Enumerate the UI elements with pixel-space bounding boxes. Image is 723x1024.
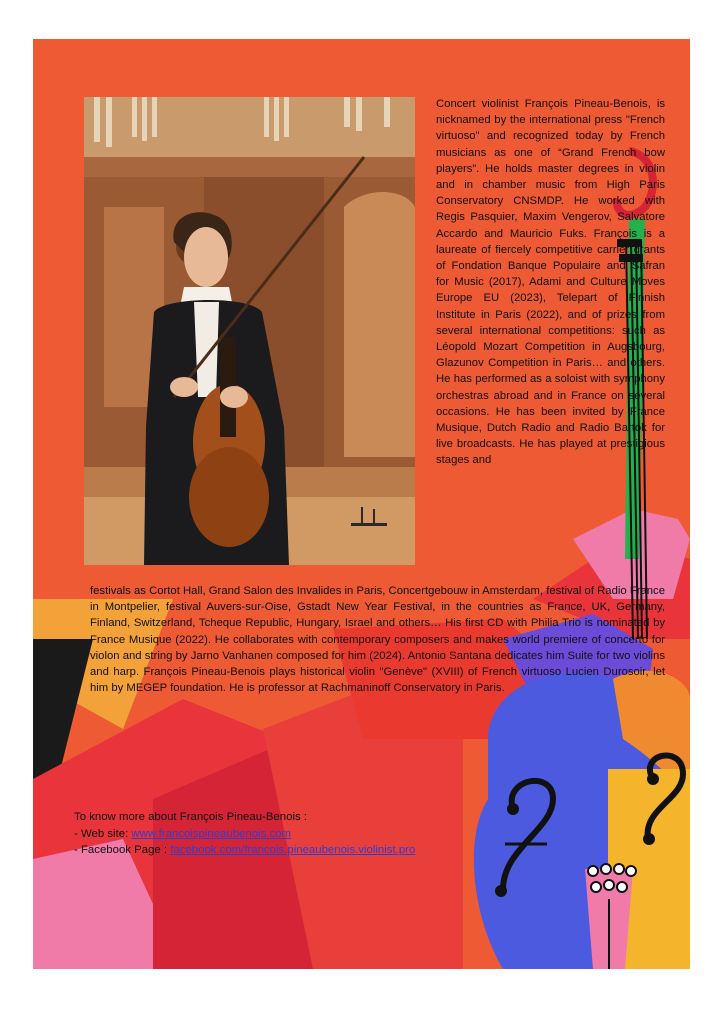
contact-links bbox=[74, 809, 634, 859]
violinist-portrait-photo bbox=[84, 97, 415, 565]
website-row bbox=[74, 826, 634, 843]
facebook-row bbox=[74, 842, 634, 859]
links-intro: To know more about François Pineau-Benois : bbox=[74, 811, 307, 823]
facebook-link[interactable]: facebook.com/francois.pineaubenois.violinist.pro bbox=[170, 844, 416, 856]
website-link[interactable]: www.francoispineaubenois.com bbox=[131, 827, 291, 840]
biography-text-top: Concert violinist François Pineau-Benois, is nicknamed by the international press "French virtuoso" and recognized today by French musicians as one of “Grand French bow players”. He holds master degrees in violin and in chamber music from High Paris Conservatory CNSMDP. He worked with Regis Pasquier, Maxim Vengerov, Salvatore Accardo and Mauricio Fuks. François is a laureate of fiercely competitive carrier grants of Fondation Banque Populaire and Safran for Music (2017), Adami and Culture Moves Europe EU (2023), Telepart of Finnish Institute in Paris (2022), and of prizes from several international competitions: such as Léopold Mozart Competition in Augsbourg, Glazunov Competition in Paris… and others. He has performed as a soloist with symphony orchestras abroad and in France on several occasions. He has been invited by France Musique, Dutch Radio and Radio Bartok for live broadcasts. He has played at prestigious stages and bbox=[436, 98, 665, 467]
facebook-label: - Facebook Page : bbox=[74, 844, 171, 856]
brochure-page bbox=[33, 39, 690, 969]
biography-text-bottom: festivals as Cortot Hall, Grand Salon des Invalides in Paris, Concertgebouw in Amsterdam, festival of Radio France in Montpelier, festival Auvers-sur-Oise, Gstadt New Year Festival, in the countries as France, UK, Germany, Finland, Switzerland, Tcheque Republic, Hungary, Israel and others… His first CD with Philia Trio is nominated by France Musique (2022). He collaborates with contemporary composers and makes world premiere of concerto for violon and string by Jarno Vanhanen composed for him (2024). Antonio Santana dedicates him Suite for two violins and harp. François Pineau-Benois plays historical violin "Genève" (XVIII) of French virtuoso Lucien Durosoir, let him by MEGEP foundation. He is professor at Rachmaninoff Conservatory in Paris. bbox=[90, 585, 665, 695]
website-label: - Web site: bbox=[74, 827, 132, 840]
